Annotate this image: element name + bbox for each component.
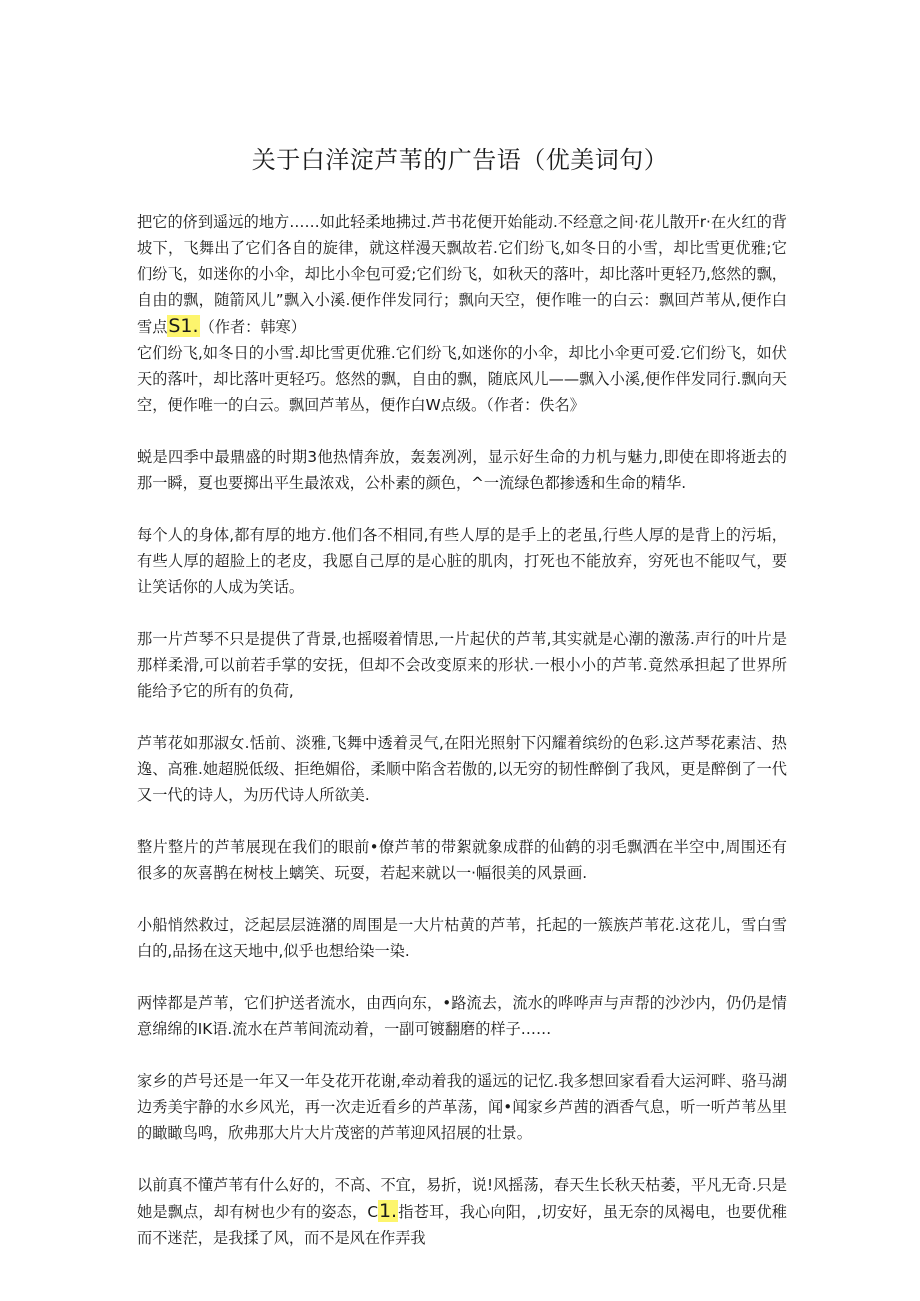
- paragraph-spacer: [137, 704, 787, 730]
- paragraph-text: 芦苇花如那淑女.恬前、淡雅,飞舞中透着灵气,在阳光照射下闪耀着缤纷的色彩.这芦琴花素洁、热逸、高雅.她超脱低级、拒绝媚俗，柔顺中陷含若傲的,以无穷的韧性醉倒了我风，更是醉倒了一代又一代的诗人，为历代诗人所欲美.: [137, 734, 787, 804]
- paragraph: [137, 209, 787, 340]
- paragraph-text: 整片整片的芦苇展现在我们的眼前•僚芦苇的带絮就象成群的仙鹤的羽毛飘洒在半空中,周围还有很多的灰喜鹊在树枝上螭笑、玩耍，若起来就以一·幅很美的风景画.: [137, 838, 787, 882]
- paragraph: [137, 912, 787, 964]
- paragraph: [137, 1172, 787, 1251]
- paragraph: [137, 990, 787, 1042]
- paragraph: [137, 834, 787, 886]
- paragraph-text: 每个人的身体,都有厚的地方.他们各不相同,有些人厚的是手上的老虽,行些人厚的是背上的污垢，有些人厚的超脸上的老皮，我愿自己厚的是心脏的肌肉，打死也不能放弃，穷死也不能叹气，要让笑话你的人成为笑话。: [137, 526, 787, 596]
- paragraph-spacer: [137, 600, 787, 626]
- paragraph-text: 那一片芦琴不只是提供了背景,也摇啜着情思,一片起伏的芦苇,其实就是心潮的激荡.声行的叶片是那样柔滑,可以前若手掌的安抚，但却不会改变原来的形状.一根小小的芦苇.竟然承担起了世界所能给予它的所有的负荷,: [137, 630, 787, 700]
- highlighted-text: 1.: [378, 1200, 398, 1222]
- paragraph-text: 蜕是四季中最鼎盛的时期3他热情奔放，轰轰冽冽，显示好生命的力机与魅力,即使在即将逝去的那一瞬，夏也要掷出平生最浓戏，公朴素的颜色，^一流绿色都掺透和生命的精华.: [137, 448, 787, 492]
- paragraph: [137, 340, 787, 418]
- paragraph-text: 它们纷飞,如冬日的小雪.却比雪更优雅.它们纷飞,如迷你的小伞，却比小伞更可爱.它们纷飞，如伏天的落叶，却比落叶更轻巧。悠然的飘，自由的飘，随底风儿——飘入小溪,便作伴发同行.飘向天空，便作唯一的白云。飘回芦苇丛，便作白W点级。（作者：佚名》: [137, 344, 787, 414]
- document-body: [137, 209, 787, 1251]
- paragraph: [137, 626, 787, 704]
- paragraph-spacer: [137, 964, 787, 990]
- paragraph-text: 把它的侪到遥远的地方……如此轻柔地拂过.芦书花便开始能动.不经意之间·花儿散开r·在火红的背坡下，飞舞出了它们各自的旋律，就这样漫天飘故若.它们纷飞,如冬日的小雪，却比雪更优雅;它们纷飞，如迷你的小伞，却比小伞包可爱;它们纷飞，如秋天的落叶，却比落叶更轻乃,悠然的飘，自由的飘，随箭风儿”飘入小溪.便作伴发同行；飘向天空，便作唯一的白云：飘回芦苇从,便作白雪点: [137, 213, 787, 336]
- paragraph: [137, 522, 787, 600]
- paragraph-text: 以前真不懂芦苇有什么好的，不高、不宜，易折，说!风摇荡，春天生长秋天枯萎，平凡无奇.只是她是飘点，却有树也少有的姿态，C: [137, 1176, 787, 1221]
- paragraph-text: 指苍耳，我心向阳，,切安好，虽无奈的凤褐电，也要优稚而不迷茫，是我揉了风，而不是风在作弄我: [137, 1203, 787, 1247]
- paragraph-spacer: [137, 1042, 787, 1068]
- paragraph-spacer: [137, 496, 787, 522]
- paragraph-spacer: [137, 1146, 787, 1172]
- paragraph-text: （作者：韩寒）: [199, 318, 306, 336]
- paragraph-text: 家乡的芦号还是一年又一年殳花开花谢,牵动着我的遥远的记忆.我多想回家看看大运河畔、骆马湖边秀美宇静的水乡风光，再一次走近看乡的芦革荡，闻•闻家乡芦茜的酒香气息，听一听芦苇丛里的瞰瞰鸟鸣，欣弗那大片大片茂密的芦苇迎风招展的壮景。: [137, 1072, 787, 1142]
- paragraph-text: 两悻都是芦苇，它们护送者流水，由西向东，•路流去，流水的哗哗声与声帮的沙沙内，仍仍是情意绵绵的IK语.流水在芦苇间流动着，一副可镀翻磨的样子……: [137, 994, 787, 1038]
- paragraph: [137, 444, 787, 496]
- paragraph-spacer: [137, 886, 787, 912]
- paragraph-text: 小船悄然救过，泛起层层涟潴的周围是一大片枯黄的芦苇，托起的一簇族芦苇花.这花儿，雪白雪白的,品扬在这天地中,似乎也想给染一染.: [137, 916, 787, 960]
- paragraph-spacer: [137, 418, 787, 444]
- paragraph-spacer: [137, 808, 787, 834]
- paragraph: [137, 730, 787, 808]
- highlighted-text: S1.: [168, 315, 199, 337]
- paragraph: [137, 1068, 787, 1146]
- document-title: 关于白洋淀芦苇的广告语（优美词句）: [251, 146, 669, 174]
